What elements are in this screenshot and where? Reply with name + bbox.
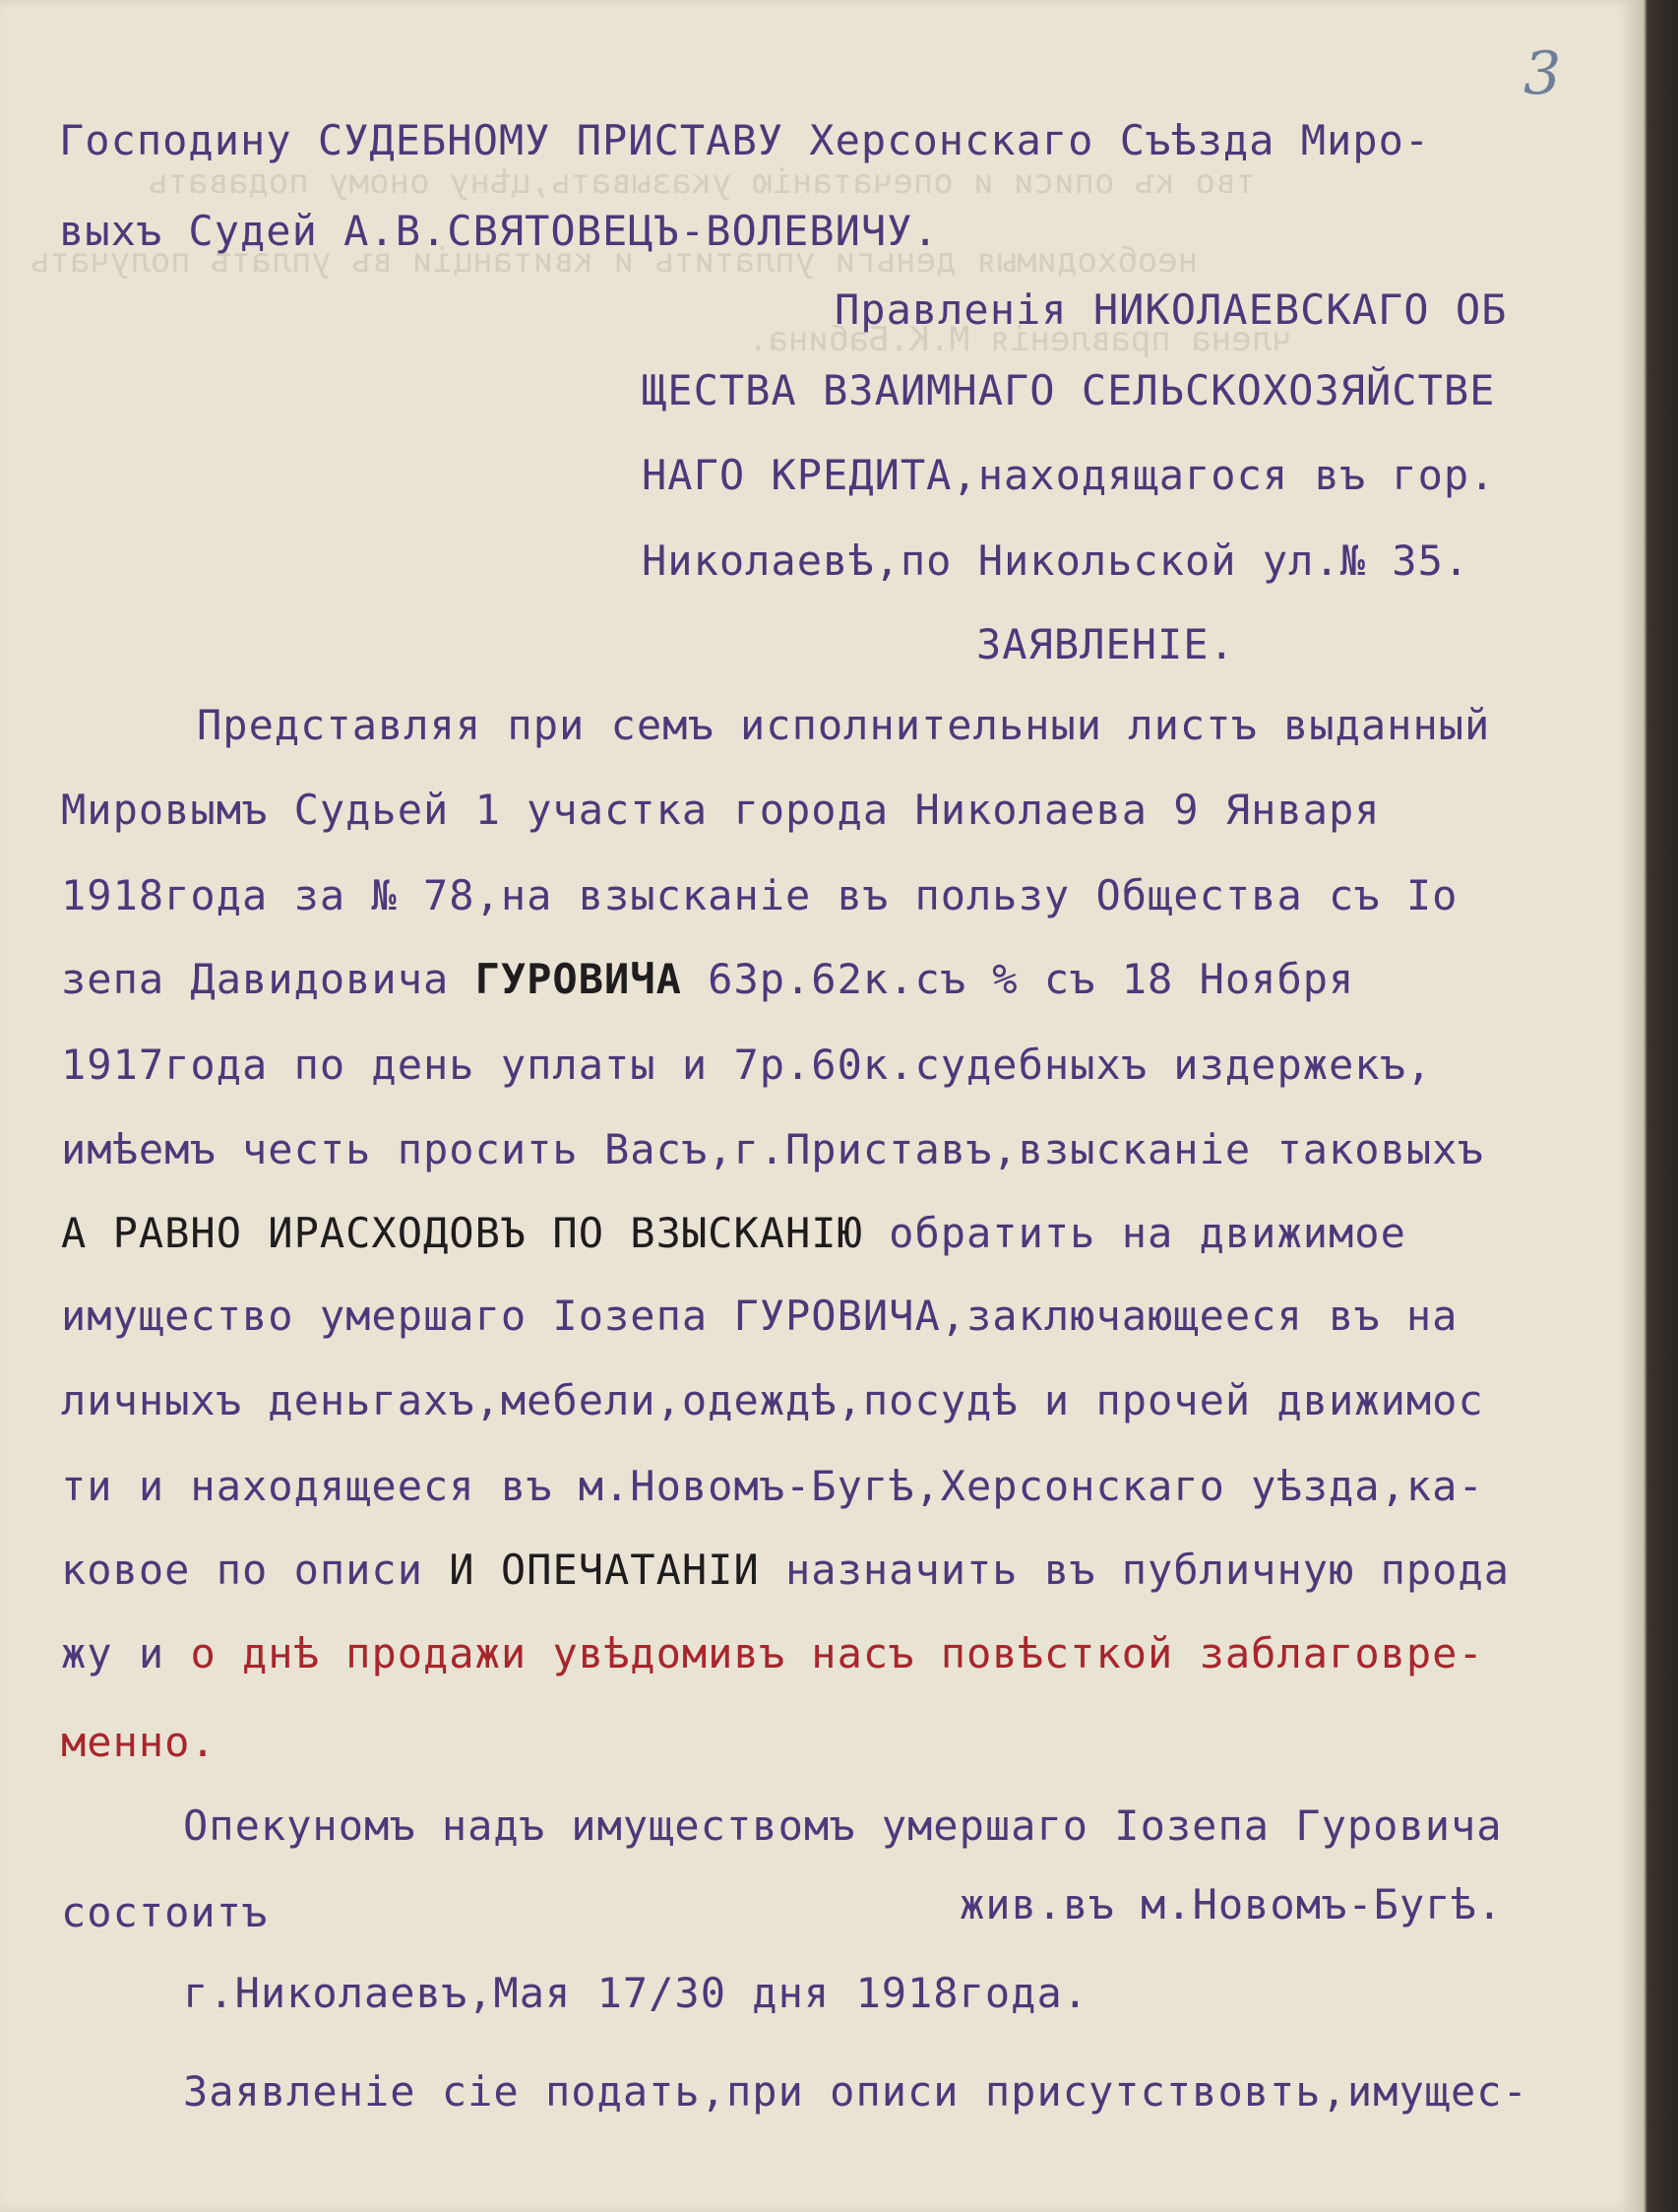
body-line-12 — [61, 1629, 1484, 1677]
body-line-11-insert: И ОПЕЧАТАНІИ — [449, 1546, 760, 1594]
addressee-line-2: выхъ Судей А.В.СВЯТОВЕЦЪ-ВОЛЕВИЧУ. — [59, 207, 939, 255]
body-line-1: Представляя при семъ исполнительныи листъ выданный — [197, 701, 1491, 749]
bleed-through-line-1: тво къ описи и опечатанію указывать,цѣну оному подавать — [148, 162, 1256, 202]
body-line-7-insert: А РАВНО ИРАСХОДОВЪ ПО ВЗЫСКАНІЮ — [61, 1209, 863, 1257]
sender-line-4: Николаевѣ,по Никольской ул.№ 35. — [642, 537, 1470, 585]
sender-line-3: НАГО КРЕДИТА,находящагося въ гор. — [642, 451, 1496, 499]
body-line-12-start: жу и — [61, 1629, 191, 1677]
document-title: ЗАЯВЛЕНІЕ. — [976, 620, 1235, 668]
binding-edge — [1634, 0, 1678, 2212]
body-line-12-red: о днѣ продажи увѣдомивъ насъ повѣсткой заблаговре- — [190, 1629, 1484, 1677]
guardian-line-2-end: жив.въ м.Новомъ-Бугѣ. — [960, 1880, 1504, 1928]
sender-line-2: ЩЕСТВА ВЗАИМНАГО СЕЛЬСКОХОЗЯЙСТВЕ — [642, 366, 1496, 414]
folio-number: 3 — [1523, 39, 1562, 108]
body-line-11-start: ковое по описи — [61, 1546, 450, 1594]
body-line-7 — [61, 1209, 1406, 1257]
body-line-10: ти и находящееся въ м.Новомъ-Бугѣ,Херсонскаго уѣзда,ка- — [61, 1462, 1484, 1510]
bleed-through-line-2: необходимыя деньги уплатить и квитанціи въ уплатѣ получать — [30, 241, 1199, 281]
body-line-6: имѣемъ честь просить Васъ,г.Приставъ,взысканіе таковыхъ — [61, 1125, 1484, 1173]
closing-line: Заявленіе сіе подать,при описи присутствовть,имущес- — [183, 2067, 1528, 2116]
guardian-line-2-start: состоитъ — [61, 1888, 269, 1936]
sender-line-1: Правленія НИКОЛАЕВСКАГО ОБ — [835, 285, 1508, 334]
addressee-line-1: Господину СУДЕБНОМУ ПРИСТАВУ Херсонскаго Съѣзда Миро- — [59, 116, 1431, 164]
body-line-11-end: назначить въ публичную прода — [759, 1546, 1511, 1594]
bleed-through-line-3: члена правленія М.К.Бабина. — [748, 320, 1292, 359]
place-date: г.Николаевъ,Мая 17/30 дня 1918года. — [183, 1969, 1089, 2017]
body-line-3: 1918года за № 78,на взысканіе въ пользу Общества съ Іо — [61, 871, 1459, 919]
body-line-4-end: 63р.62к.съ % съ 18 Ноября — [681, 955, 1355, 1003]
body-line-7-end: обратить на движимое — [862, 1209, 1406, 1257]
body-line-4 — [61, 955, 1354, 1003]
body-line-9: личныхъ деньгахъ,мебели,одеждѣ,посудѣ и прочей движимос — [61, 1376, 1484, 1424]
guardian-line-1: Опекуномъ надъ имуществомъ умершаго Іозепа Гуровича — [183, 1801, 1503, 1850]
body-line-4-start: зепа Давидовича — [61, 955, 475, 1003]
body-line-2: Мировымъ Судьей 1 участка города Николаева 9 Января — [61, 786, 1381, 834]
debtor-surname: ГУРОВИЧА — [474, 955, 682, 1003]
body-line-13: менно. — [61, 1718, 217, 1766]
body-line-8: имущество умершаго Іозепа ГУРОВИЧА,заключающееся въ на — [61, 1292, 1459, 1340]
body-line-11 — [61, 1546, 1510, 1594]
body-line-5: 1917года по день уплаты и 7р.60к.судебныхъ издержекъ, — [61, 1041, 1433, 1089]
